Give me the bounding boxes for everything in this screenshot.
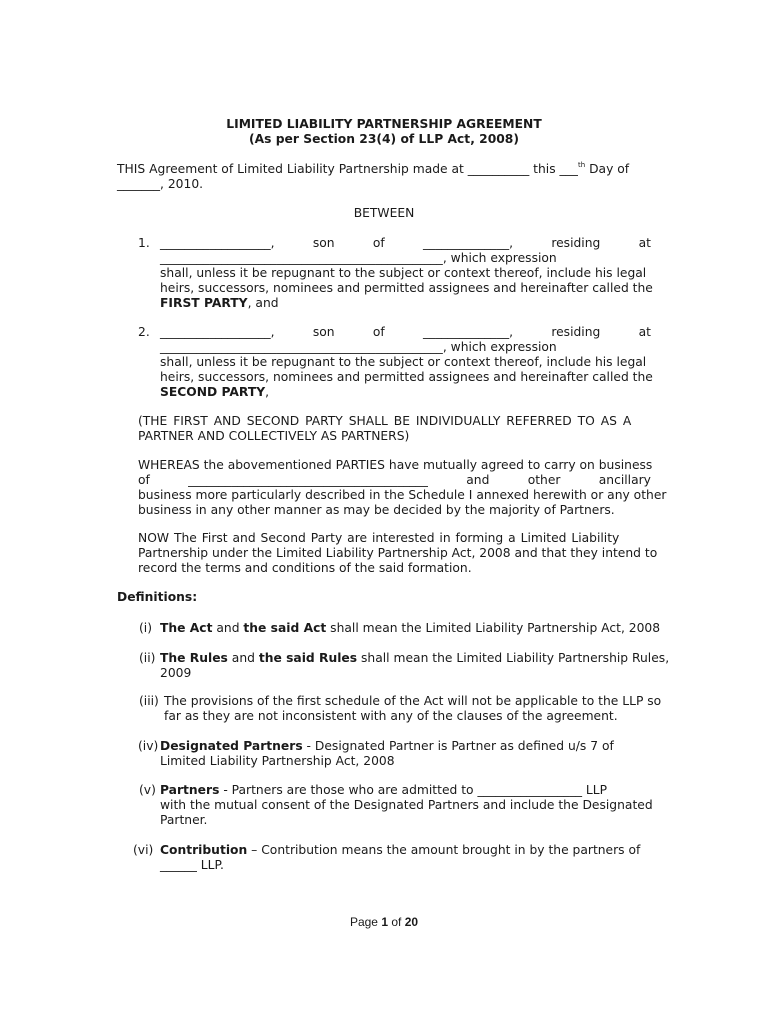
definition-5: Partners - Partners are those who are admitted to _________________ LLP with the mutual consent of the Designated Partners and include the Designated Partner. — [160, 783, 653, 827]
whereas-line-2: of _______________________________________ and other ancillary — [138, 473, 651, 487]
now-paragraph: NOW The First and Second Party are interested in forming a Limited Liability Partnership under the Limited Liability Partnership Act, 2008 and that they intend to record the terms and conditions of the said formation. — [138, 531, 658, 575]
party-1-line-1: __________________, son of ______________, residing at — [160, 236, 651, 250]
total-page-count: 20 — [404, 915, 419, 929]
definition-1-number: (i) — [139, 621, 153, 635]
current-page-number: 1 — [381, 915, 388, 929]
definition-3-number: (iii) — [139, 694, 159, 708]
intro-paragraph: THIS Agreement of Limited Liability Partnership made at __________ this ___$^{th}$ Day of _______, 2010. — [117, 161, 630, 191]
document-subtitle: (As per Section 23(4) of LLP Act, 2008) — [248, 132, 519, 146]
page-footer: Page 1 of 20 — [349, 915, 419, 929]
party-1-number: 1. — [138, 236, 150, 250]
party-1-paragraph: __________________, son of ______________, residing at ______________________________________________, which expression shall, unless it be repugnant to the subject or context thereof, include his legal heirs, successors, nominees and permitted assignees and hereinafter called the FIRST PARTY, and — [160, 236, 653, 310]
definition-3: The provisions of the first schedule of the Act will not be applicable to the LLP so far as they are not inconsistent with any of the clauses of the agreement. — [164, 694, 662, 723]
collective-reference-paragraph: (THE FIRST AND SECOND PARTY SHALL BE INDIVIDUALLY REFERRED TO AS A PARTNER AND COLLECTIVELY AS PARTNERS) — [138, 414, 632, 443]
party-2-line-1: __________________, son of ______________, residing at — [160, 325, 651, 339]
definition-6-number: (vi) — [133, 843, 154, 857]
definition-2: The Rules and the said Rules shall mean the Limited Liability Partnership Rules, 2009 — [160, 651, 670, 680]
between-heading: BETWEEN — [353, 206, 415, 220]
first-party-term: FIRST PARTY — [160, 296, 248, 310]
definition-1: The Act and the said Act shall mean the Limited Liability Partnership Act, 2008 — [160, 621, 661, 635]
definition-6: Contribution – Contribution means the amount brought in by the partners of ______ LLP. — [160, 843, 641, 872]
definition-5-number: (v) — [139, 783, 156, 797]
document-title: LIMITED LIABILITY PARTNERSHIP AGREEMENT — [226, 117, 542, 131]
definitions-heading: Definitions: — [117, 590, 198, 604]
whereas-paragraph: WHEREAS the abovementioned PARTIES have mutually agreed to carry on business of _______________________________________ and other ancillary business more particularly described in the Schedule I annexed herewith or any other business in any other manner as may be decided by the majority of Partners. — [138, 458, 667, 517]
party-2-paragraph: __________________, son of ______________, residing at ______________________________________________, which expression shall, unless it be repugnant to the subject or context thereof, include his legal heirs, successors, nominees and permitted assignees and hereinafter called the SECOND PARTY, — [160, 325, 653, 399]
definition-4: Designated Partners - Designated Partner is Partner as defined u/s 7 of Limited Liability Partnership Act, 2008 — [160, 739, 614, 768]
party-2-number: 2. — [138, 325, 150, 339]
second-party-term: SECOND PARTY — [160, 385, 266, 399]
definition-4-number: (iv) — [138, 739, 159, 753]
definition-2-number: (ii) — [139, 651, 156, 665]
